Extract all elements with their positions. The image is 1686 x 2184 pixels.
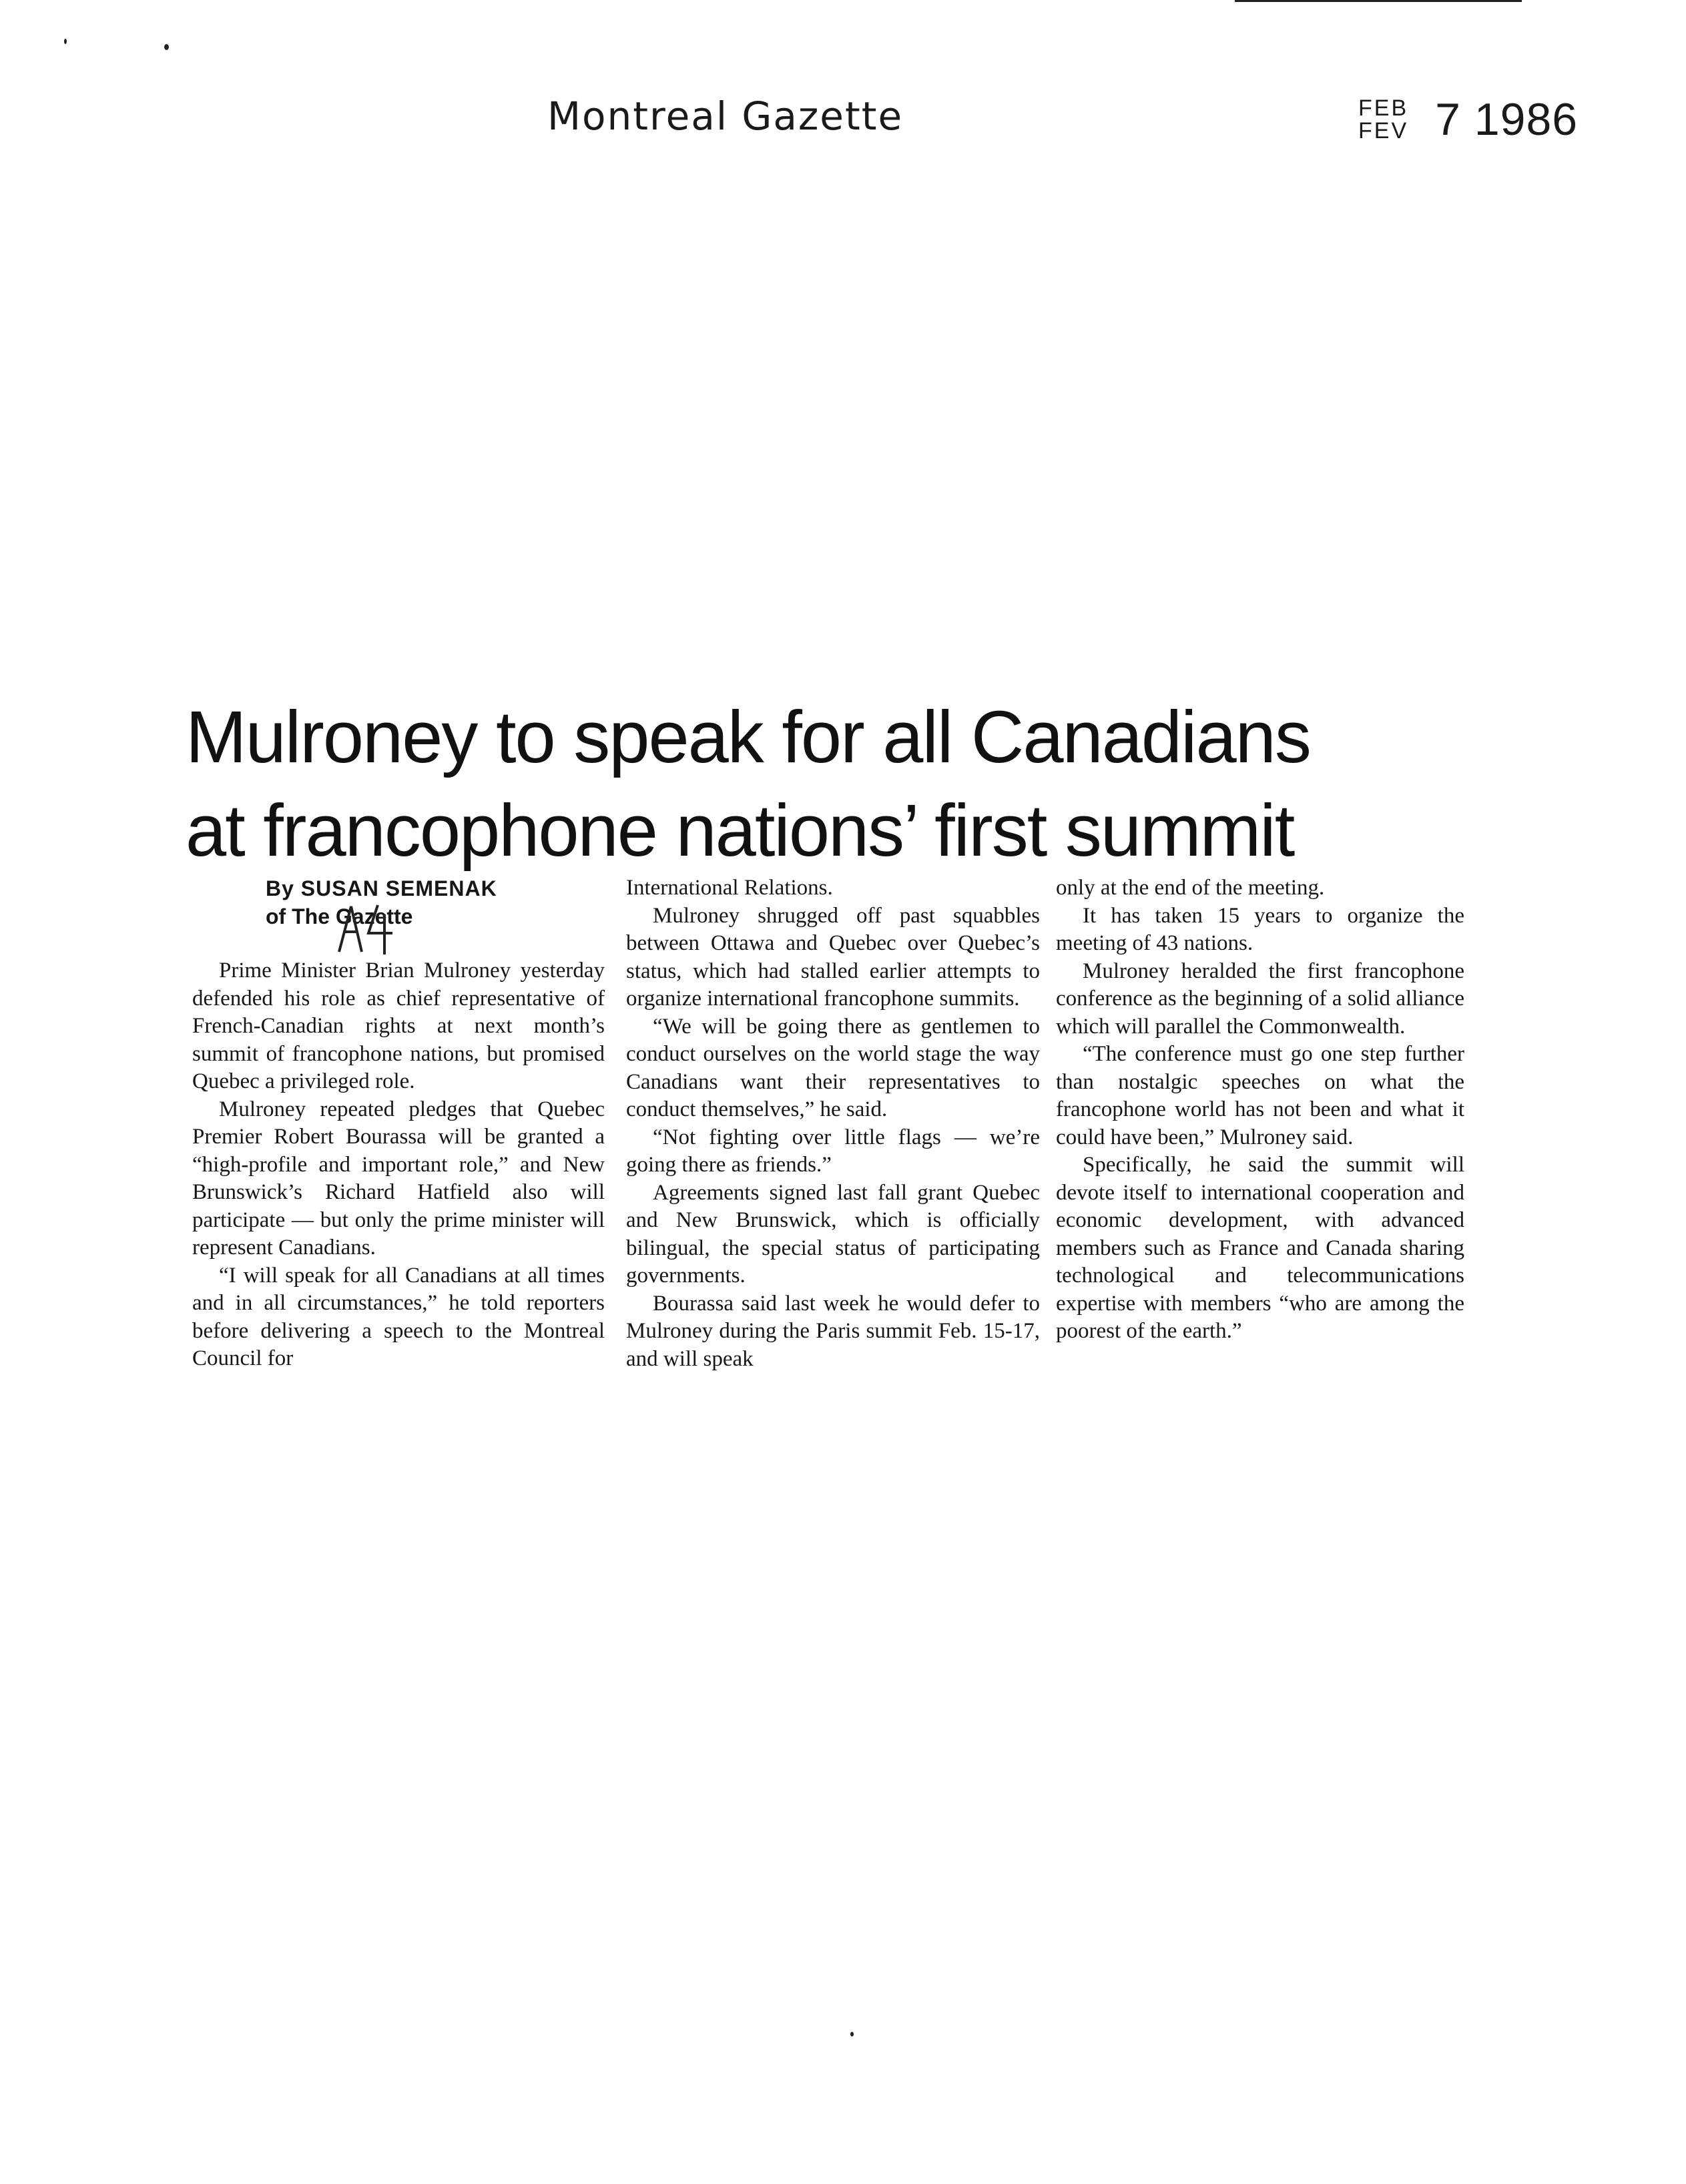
paragraph: It has taken 15 years to organize the meeting of 43 nations.: [1056, 903, 1464, 955]
article-column-2: [626, 874, 1040, 1373]
paragraph: Mulroney heralded the first francophone conference as the beginning of a solid alliance which will parallel the Commonwealth.: [1056, 959, 1464, 1039]
article-column-1: [192, 874, 605, 1373]
date-stamp: [1358, 93, 1578, 146]
paragraph: Mulroney repeated pledges that Quebec Premier Robert Bourassa will be granted a “high-profile and important role,” and New Brunswick’s Richard Hatfield also will participate — but only the prime minister will represent Canadians.: [192, 1097, 605, 1260]
paragraph: “Not fighting over little flags — we’re going there as friends.”: [626, 1125, 1040, 1177]
byline-author: By SUSAN SEMENAK: [266, 876, 497, 900]
stamp-month-en: FEB: [1358, 95, 1409, 121]
masthead: Montreal Gazette: [547, 93, 904, 139]
paragraph: Agreements signed last fall grant Quebec and New Brunswick, which is officially bilingual, the special status of participating governments.: [626, 1180, 1040, 1288]
paragraph: Specifically, he said the summit will devote itself to international cooperation and economic development, with advanced members such as France and Canada sharing technological and telecommunications expertise with members “who are among the poorest of the earth.”: [1056, 1153, 1464, 1343]
scan-speck: [164, 44, 169, 50]
paragraph: Prime Minister Brian Mulroney yesterday defended his role as chief representative of French-Canadian rights at next month’s summit of francophone nations, but promised Quebec a privileged role.: [192, 959, 605, 1093]
headline-line-1: Mulroney to speak for all Canadians: [186, 696, 1310, 778]
paragraph: “We will be going there as gentlemen to conduct ourselves on the world stage the way Canadians want their representatives to conduct themselves,” he said.: [626, 1014, 1040, 1121]
paragraph: International Relations.: [626, 876, 833, 900]
stamp-month-fr: FEV: [1358, 118, 1409, 144]
headline: [186, 691, 1520, 878]
byline-organization: of The Gazette: [266, 902, 605, 930]
paragraph: Mulroney shrugged off past squabbles between Ottawa and Quebec over Quebec’s status, which had stalled earlier attempts to organize international francophone summits.: [626, 903, 1040, 1011]
handwritten-mark: [335, 898, 415, 959]
paragraph: “I will speak for all Canadians at all times and in all circumstances,” he told reporters before delivering a speech to the Montreal Council for: [192, 1263, 605, 1370]
stamp-date: 7 1986: [1435, 94, 1579, 145]
paragraph: “The conference must go one step further than nostalgic speeches on what the francophone world has not been and what it could have been,” Mulroney said.: [1056, 1042, 1464, 1149]
stamp-months: [1358, 97, 1408, 142]
article-column-3: [1056, 874, 1464, 1346]
headline-line-2: at francophone nations’ first summit: [186, 790, 1294, 872]
paragraph: only at the end of the meeting.: [1056, 876, 1325, 900]
paragraph: Bourassa said last week he would defer to Mulroney during the Paris summit Feb. 15-17, and will speak: [626, 1291, 1040, 1371]
scan-speck: [64, 39, 67, 44]
top-edge-rule: [1235, 0, 1522, 2]
scan-speck: [850, 2032, 854, 2036]
